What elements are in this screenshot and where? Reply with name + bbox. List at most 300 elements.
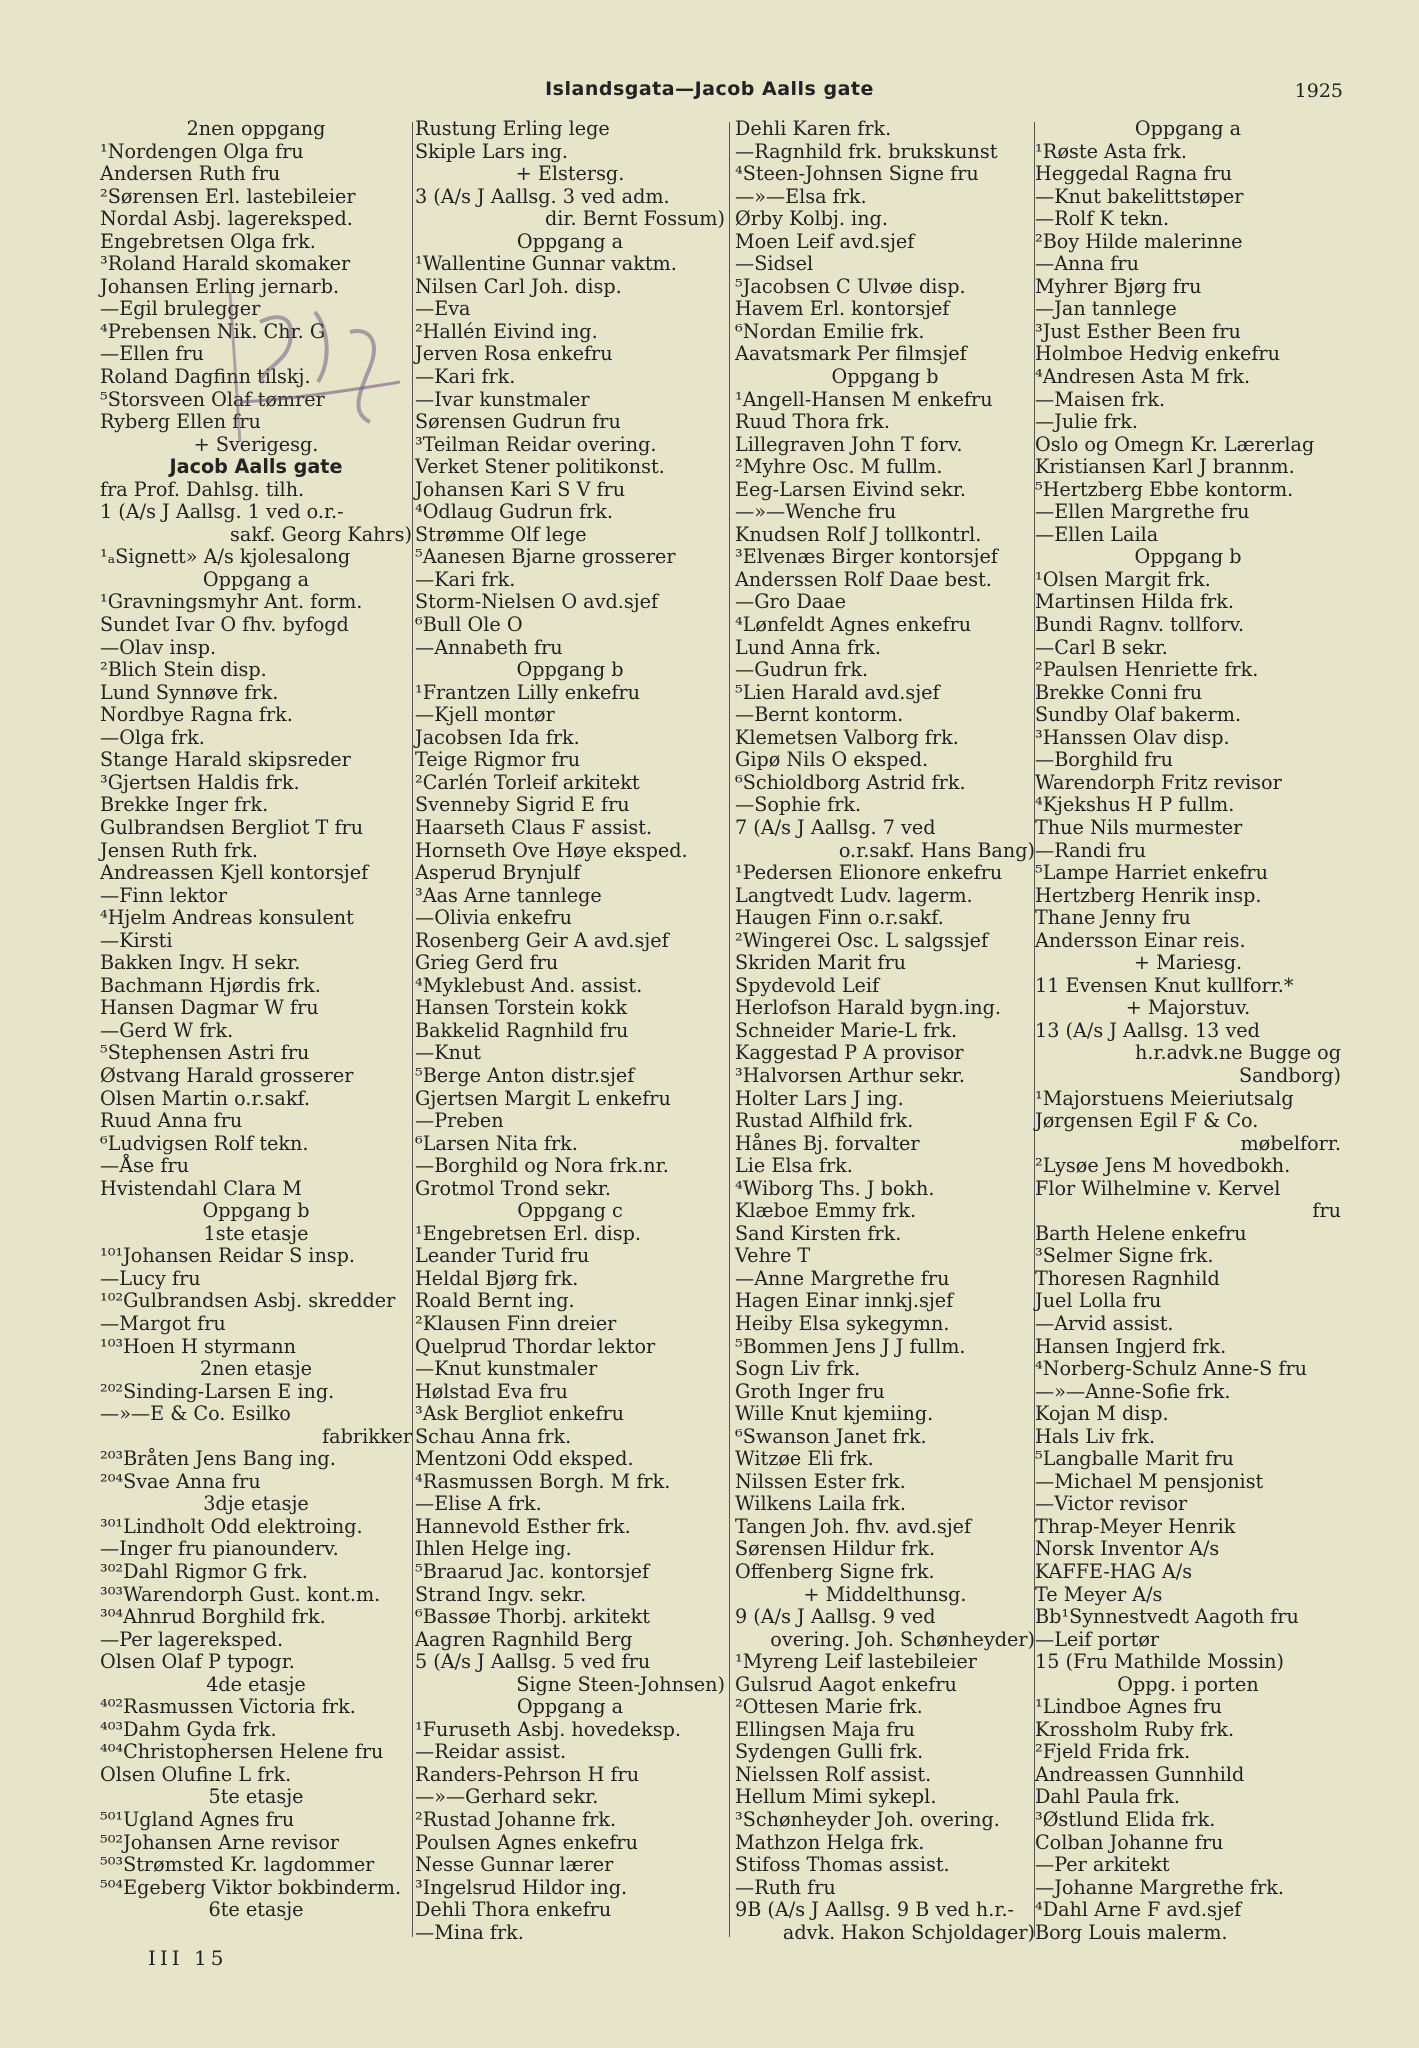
directory-line: ⁵Berge Anton distr.sjef [415,1063,635,1087]
directory-line: Sundby Olaf bakerm. [1035,703,1242,727]
directory-line: Jørgensen Egil F & Co. [1035,1109,1259,1133]
directory-line: Heiby Elsa sykegymn. [735,1311,950,1335]
directory-line: Andersen Ruth fru [100,162,281,186]
directory-line: ⁴Dahl Arne F avd.sjef [1035,1898,1242,1922]
directory-line: + Majorstuv. [1125,996,1251,1020]
directory-line: ¹⁰¹Johansen Reidar S insp. [100,1244,356,1268]
directory-line: 2nen etasje [199,1357,313,1381]
directory-line: overing. Joh. Schønheyder) [770,1627,1035,1651]
directory-line: Randers-Pehrson H fru [415,1762,640,1786]
directory-line: 15 (Fru Mathilde Mossin) [1035,1650,1284,1674]
directory-line: Klæboe Emmy frk. [735,1199,917,1223]
directory-line: Hals Liv frk. [1035,1424,1156,1448]
directory-line: Flor Wilhelmine v. Kervel [1035,1176,1281,1200]
directory-line: Moen Leif avd.sjef [735,229,915,253]
directory-line: —Borghild fru [1035,748,1173,772]
directory-line: Groth Inger fru [735,1379,885,1403]
directory-line: Oppgang a [1134,117,1242,140]
directory-line: Hagen Einar innkj.sjef [735,1289,954,1313]
directory-line: Heldal Bjørg frk. [415,1266,579,1290]
directory-line: —Olivia enkefru [415,906,573,930]
directory-line: ¹Majorstuens Meieriutsalg [1035,1086,1294,1110]
directory-line: ³Halvorsen Arthur sekr. [735,1063,965,1087]
directory-line: Aavatsmark Per filmsjef [735,342,967,366]
directory-line: ²Ottesen Marie frk. [735,1695,923,1719]
directory-line: ²Blich Stein disp. [100,658,267,682]
directory-line: Olsen Martin o.r.sakf. [100,1086,310,1110]
directory-line: ²Rustad Johanne frk. [415,1808,617,1832]
directory-line: Nordbye Ragna frk. [100,703,293,727]
directory-line: ⁴Odlaug Gudrun frk. [415,500,613,524]
directory-line: Gipø Nils O eksped. [735,748,929,772]
page-title: Islandsgata—Jacob Aalls gate [545,78,874,100]
directory-line: Hornseth Ove Høye eksped. [415,838,688,862]
directory-line: —Gro Daae [735,590,846,614]
directory-line: Langtvedt Ludv. lagerm. [735,883,973,907]
directory-line: ³Ingelsrud Hildor ing. [415,1875,628,1899]
directory-line: —Lucy fru [100,1266,201,1290]
directory-line: Thue Nils murmester [1035,815,1243,839]
directory-line: ⁵Storsveen Olaf tømrer [100,387,325,411]
directory-line: Kaggestad P A provisor [735,1041,964,1065]
directory-line: Oppgang a [516,1695,624,1719]
directory-line: Anderssen Rolf Daae best. [735,567,992,591]
directory-line: —Finn lektor [100,883,228,907]
directory-line: Eeg-Larsen Eivind sekr. [735,477,966,501]
directory-line: Sydengen Gulli frk. [735,1740,924,1764]
directory-line: —Gudrun frk. [735,658,869,682]
directory-line: Spydevold Leif [735,973,880,997]
directory-line: Mentzoni Odd eksped. [415,1447,634,1471]
directory-line: Oppgang a [516,229,624,253]
directory-line: Colban Johanne fru [1035,1830,1224,1854]
directory-line: ⁴⁰³Dahm Gyda frk. [100,1717,277,1741]
directory-line: Roland Dagfinn tilskj. [100,365,311,389]
directory-line: ³Ask Bergliot enkefru [415,1402,624,1426]
directory-line: ²Carlén Torleif arkitekt [415,770,640,794]
directory-line: Gjertsen Margit L enkefru [415,1086,671,1110]
directory-line: + Sverigesg. [193,432,319,456]
directory-line: + Mariesg. [1133,951,1243,975]
directory-line: Dahl Paula frk. [1035,1785,1180,1809]
directory-line: Kojan M disp. [1035,1402,1169,1426]
directory-line: ⁵⁰³Strømsted Kr. lagdommer [100,1853,375,1877]
directory-line: + Elstersg. [515,162,625,186]
directory-line: 1 (A/s J Aallsg. 1 ved o.r.- [100,500,344,524]
directory-line: Nielssen Rolf assist. [735,1762,932,1786]
directory-line: —Carl B sekr. [1035,635,1168,659]
directory-line: Hansen Torstein kokk [415,996,628,1020]
directory-line: Hertzberg Henrik insp. [1035,883,1262,907]
directory-line: advk. Hakon Schjoldager) [782,1920,1035,1944]
directory-line: Schau Anna frk. [415,1424,572,1448]
column-2 [415,118,725,1944]
directory-line: Andreassen Gunnhild [1035,1762,1245,1786]
directory-line: ⁶Ludvigsen Rolf tekn. [100,1131,309,1155]
directory-line: ³Teilman Reidar overing. [415,432,657,456]
directory-line: 13 (A/s J Aallsg. 13 ved [1035,1018,1260,1042]
directory-line: Oppgang b [516,658,624,682]
directory-line: ¹ₐSignett» A/s kjolesalong [100,545,351,569]
directory-line: Olsen Olaf P typogr. [100,1650,295,1674]
directory-line: ³Selmer Signe frk. [1035,1244,1214,1268]
directory-line: Jacobsen Ida frk. [415,725,580,749]
directory-line: dir. Bernt Fossum) [544,207,725,231]
directory-line: Tangen Joh. fhv. avd.sjef [735,1514,972,1538]
directory-line: Andersson Einar reis. [1035,928,1246,952]
directory-line: ³Østlund Elida frk. [1035,1808,1216,1832]
directory-line: ⁵Lampe Harriet enkefru [1035,861,1268,885]
directory-line: Roald Bernt ing. [415,1289,575,1313]
directory-line: o.r.sakf. Hans Bang) [838,838,1035,862]
directory-line: ⁶Swanson Janet frk. [735,1424,927,1448]
directory-line: ⁵Braarud Jac. kontorsjef [415,1560,650,1583]
directory-line: ⁵Stephensen Astri fru [100,1041,310,1065]
directory-line: ¹Angell-Hansen M enkefru [735,387,993,411]
directory-line: —Gerd W frk. [100,1018,234,1042]
directory-line: ²Klausen Finn dreier [415,1311,617,1335]
directory-line: ³Aas Arne tannlege [415,883,602,907]
directory-line: Grieg Gerd fru [415,951,559,975]
directory-line: Dehli Karen frk. [735,117,892,140]
directory-line: Gulsrud Aagot enkefru [735,1672,957,1696]
directory-line: —Ellen fru [100,342,204,366]
directory-line: ³Schønheyder Joh. overing. [735,1808,1000,1832]
directory-line: Ruud Anna fru [100,1109,243,1133]
directory-line: —Egil brulegger [100,297,261,321]
directory-line: ¹Frantzen Lilly enkefru [415,680,641,704]
directory-line: ⁶Nordan Emilie frk. [735,319,925,343]
directory-line: ¹Myreng Leif lastebileier [735,1650,977,1674]
directory-line: —Eva [415,297,471,321]
directory-line: —Randi fru [1035,838,1147,862]
directory-line: Thane Jenny fru [1035,906,1191,930]
directory-line: —Sidsel [735,252,814,276]
directory-line: —Olga frk. [100,725,205,749]
directory-line: —Anna fru [1035,252,1139,276]
directory-line: Havem Erl. kontorsjef [735,297,950,321]
directory-line: —Arvid assist. [1035,1311,1174,1335]
directory-line: Oppgang c [517,1199,623,1223]
directory-line: Wilkens Laila frk. [735,1492,906,1516]
directory-line: + Middelthunsg. [803,1582,967,1606]
directory-line: ²Myhre Osc. M fullm. [735,455,943,479]
directory-line: Asperud Brynjulf [415,861,581,885]
directory-line: Ørby Kolbj. ing. [735,207,888,231]
directory-line: ³Just Esther Been fru [1035,319,1241,343]
directory-line: ³Roland Harald skomaker [100,252,351,276]
directory-line: Ruud Thora frk. [735,410,890,434]
directory-line: Gulbrandsen Bergliot T fru [100,815,364,839]
directory-line: Haugen Finn o.r.sakf. [735,906,944,930]
directory-line: fra Prof. Dahlsg. tilh. [100,477,305,501]
directory-line: 3dje etasje [203,1492,309,1516]
directory-line: Aagren Ragnhild Berg [415,1627,633,1651]
directory-line: Sand Kirsten frk. [735,1221,902,1245]
directory-line: ⁵Lien Harald avd.sjef [735,680,940,704]
directory-line: —Per arkitekt [1035,1853,1170,1877]
directory-line: —Bernt kontorm. [735,703,904,727]
directory-line: ¹Nordengen Olga fru [100,139,304,163]
directory-line: ²Boy Hilde malerinne [1035,229,1243,253]
directory-line: Herlofson Harald bygn.ing. [735,996,1001,1020]
directory-line: —Kari frk. [415,567,516,591]
directory-line: Oppgang b [1134,545,1242,569]
directory-line: Witzøe Eli frk. [735,1447,874,1471]
directory-line: Oppgang b [202,1199,310,1223]
directory-line: Jacob Aalls gate [169,455,343,479]
directory-line: ⁴Lønfeldt Agnes enkefru [735,613,972,637]
directory-line: Hvistendahl Clara M [100,1176,302,1200]
directory-line: ⁴Prebensen Nik. Chr. G [100,319,326,343]
directory-line: Stange Harald skipsreder [100,748,351,772]
directory-line: ¹Pedersen Elionore enkefru [735,861,1003,885]
column-3 [735,118,1035,1944]
directory-line: ⁴Hjelm Andreas konsulent [100,906,354,930]
directory-line: Nilsen Carl Joh. disp. [415,274,622,298]
directory-line: ⁴Myklebust And. assist. [415,973,643,997]
directory-line: —Mina frk. [415,1920,524,1944]
directory-line: 1ste etasje [203,1221,309,1245]
directory-line: Hellum Mimi sykepl. [735,1785,937,1809]
column-4 [1035,118,1341,1944]
directory-line: Bakken Ingv. H sekr. [100,951,301,975]
directory-line: Sørensen Hildur frk. [735,1537,936,1561]
directory-line: 11 Evensen Knut kullforr.* [1035,973,1294,997]
directory-line: Haarseth Claus F assist. [415,815,653,839]
directory-line: Offenberg Signe frk. [735,1560,935,1583]
directory-line: ⁵⁰¹Ugland Agnes fru [100,1808,295,1832]
directory-line: —Knut kunstmaler [415,1357,598,1381]
directory-line: ⁵Aanesen Bjarne grosserer [415,545,676,569]
directory-line: —Knut [415,1041,481,1065]
directory-line: fru [1312,1199,1341,1223]
directory-line: ¹Olsen Margit frk. [1035,567,1211,591]
directory-line: ⁴Steen-Johnsen Signe fru [735,162,979,186]
directory-line: ¹Furuseth Asbj. hovedeksp. [415,1717,681,1741]
directory-line: Hånes Bj. forvalter [735,1131,920,1155]
directory-line: —Knut bakelittstøper [1035,184,1244,208]
directory-line: —Margot fru [100,1311,226,1335]
directory-line: Sogn Liv frk. [735,1357,861,1381]
directory-line: ⁵⁰²Johansen Arne revisor [100,1830,340,1854]
column-divider [412,122,413,1937]
directory-line: ⁵⁰⁴Egeberg Viktor bokbinderm. [100,1875,402,1899]
directory-line: fabrikker [322,1424,412,1448]
directory-line: Ihlen Helge ing. [415,1537,572,1561]
directory-line: Ryberg Ellen fru [100,410,261,434]
directory-line: ²Sørensen Erl. lastebileier [100,184,356,208]
directory-line: 3 (A/s J Aallsg. 3 ved adm. [415,184,670,208]
directory-line: ⁵Jacobsen C Ulvøe disp. [735,274,966,298]
directory-line: Grotmol Trond sekr. [415,1176,611,1200]
directory-line: h.r.advk.ne Bugge og [1134,1041,1341,1065]
directory-line: Ellingsen Maja fru [735,1717,915,1741]
directory-line: ⁴Norberg-Schulz Anne-S fru [1035,1357,1308,1381]
directory-line: møbelforr. [1240,1131,1341,1155]
directory-line: Nordal Asbj. lagereksped. [100,207,353,231]
directory-line: —Maisen frk. [1035,387,1166,411]
directory-line: Martinsen Hilda frk. [1035,590,1234,614]
directory-line: Borg Louis malerm. [1035,1920,1228,1944]
directory-line: ⁶Bull Ole O [415,613,523,637]
directory-line: 5 (A/s J Aallsg. 5 ved fru [415,1650,651,1674]
directory-line: Holter Lars J ing. [735,1086,904,1110]
directory-line: ²⁰³Bråten Jens Bang ing. [100,1447,336,1471]
directory-line: Engebretsen Olga frk. [100,229,316,253]
directory-line: Leander Turid fru [415,1244,590,1268]
directory-line: —»—Elsa frk. [735,184,867,208]
directory-line: Oppg. i porten [1117,1672,1259,1696]
directory-line: Bundi Ragnv. tollforv. [1035,613,1245,637]
column-divider [729,122,730,1937]
directory-line: —Michael M pensjonist [1035,1469,1264,1493]
directory-line: 6te etasje [208,1898,304,1922]
directory-line: ⁴Andresen Asta M frk. [1035,365,1251,389]
directory-line: Te Meyer A/s [1035,1582,1163,1606]
directory-line: Klemetsen Valborg frk. [735,725,959,749]
directory-line: —Johanne Margrethe frk. [1035,1875,1284,1899]
directory-line: Thrap-Meyer Henrik [1035,1514,1236,1538]
directory-line: Warendorph Fritz revisor [1035,770,1282,794]
directory-line: ¹Gravningsmyhr Ant. form. [100,590,363,614]
directory-line: ²Lysøe Jens M hovedbokh. [1035,1154,1291,1178]
directory-line: Johansen Kari S V fru [415,477,626,501]
directory-line: —Anne Margrethe fru [735,1266,950,1290]
directory-line: ⁶Larsen Nita frk. [415,1131,578,1155]
directory-line: 9B (A/s J Aallsg. 9 B ved h.r.- [735,1898,1015,1922]
directory-line: Signe Steen-Johnsen) [516,1672,725,1696]
directory-line: sakf. Georg Kahrs) [230,522,412,546]
directory-line: Strømme Olf lege [415,522,587,546]
page-year: 1925 [1294,80,1343,102]
directory-line: 7 (A/s J Aallsg. 7 ved [735,815,936,839]
directory-line: Storm-Nielsen O avd.sjef [415,590,659,614]
directory-line: ¹Wallentine Gunnar vaktm. [415,252,677,276]
directory-line: Barth Helene enkefru [1035,1221,1247,1245]
directory-line: —Ivar kunstmaler [415,387,590,411]
directory-line: Oppgang b [831,365,939,389]
directory-line: Hansen Dagmar W fru [100,996,319,1020]
directory-line: Teige Rigmor fru [415,748,581,772]
directory-line: Svenneby Sigrid E fru [415,793,630,817]
directory-line: Bb¹Synnestvedt Aagoth fru [1035,1605,1299,1629]
directory-line: —Ellen Laila [1035,522,1159,546]
directory-line: ⁴⁰²Rasmussen Victoria frk. [100,1695,356,1719]
directory-line: Hannevold Esther frk. [415,1514,631,1538]
directory-line: Stifoss Thomas assist. [735,1853,950,1877]
directory-line: Oslo og Omegn Kr. Lærerlag [1035,432,1315,456]
directory-line: Norsk Inventor A/s [1035,1537,1220,1561]
directory-line: ⁴Wiborg Ths. J bokh. [735,1176,935,1200]
directory-line: Kristiansen Karl J brannm. [1035,455,1295,479]
directory-line: ²Wingerei Osc. L salgssjef [735,928,989,952]
directory-line: Krossholm Ruby frk. [1035,1717,1235,1741]
directory-line: Olsen Olufine L frk. [100,1762,292,1786]
directory-line: —Åse fru [100,1154,189,1178]
directory-line: Nesse Gunnar lærer [415,1853,614,1877]
directory-line: —Elise A frk. [415,1492,542,1516]
directory-line: Oppgang a [202,567,310,591]
directory-line: Sandborg) [1239,1063,1341,1087]
directory-line: Bachmann Hjørdis frk. [100,973,321,997]
directory-line: ¹Røste Asta frk. [1035,139,1188,163]
directory-line: KAFFE-HAG A/s [1035,1560,1193,1583]
directory-line: Wille Knut kjemiing. [735,1402,934,1426]
directory-line: 5te etasje [208,1785,304,1809]
directory-line: Østvang Harald grosserer [100,1063,354,1087]
directory-line: ⁶Bassøe Thorbj. arkitekt [415,1605,651,1629]
directory-line: Poulsen Agnes enkefru [415,1830,638,1854]
directory-line: Jensen Ruth frk. [100,838,259,862]
directory-line: —Rolf K tekn. [1035,207,1170,231]
directory-line: —Ruth fru [735,1875,836,1899]
directory-line: Dehli Thora enkefru [415,1898,612,1922]
directory-line: —Kari frk. [415,365,516,389]
directory-line: Vehre T [735,1244,811,1268]
directory-line: Brekke Conni fru [1035,680,1203,704]
directory-line: —Leif portør [1035,1627,1160,1651]
directory-line: ¹Engebretsen Erl. disp. [415,1221,642,1245]
directory-line: ²Hallén Eivind ing. [415,319,598,343]
directory-line: —Inger fru pianounderv. [100,1537,339,1561]
directory-line: —Kirsti [100,928,173,952]
directory-line: Hølstad Eva fru [415,1379,568,1403]
directory-line: Nilssen Ester frk. [735,1469,906,1493]
directory-line: ²⁰⁴Svae Anna fru [100,1469,261,1493]
directory-line: ³⁰¹Lindholt Odd elektroing. [100,1514,363,1538]
directory-line: Lund Synnøve frk. [100,680,279,704]
directory-line: —»—Gerhard sekr. [415,1785,599,1809]
directory-line: —Jan tannlege [1035,297,1177,321]
directory-line: —Preben [415,1109,504,1133]
directory-line: —Ragnhild frk. brukskunst [735,139,998,163]
directory-line: Skriden Marit fru [735,951,907,975]
directory-line: Knudsen Rolf J tollkontrl. [735,522,982,546]
directory-line: Strand Ingv. sekr. [415,1582,587,1606]
directory-line: ²Fjeld Frida frk. [1035,1740,1191,1764]
directory-line: —Ellen Margrethe fru [1035,500,1250,524]
directory-line: Heggedal Ragna fru [1035,162,1233,186]
directory-line: ³Gjertsen Haldis frk. [100,770,300,794]
directory-line: 2nen oppgang [186,117,326,140]
directory-line: ²⁰²Sinding-Larsen E ing. [100,1379,335,1403]
directory-line: Schneider Marie-L frk. [735,1018,958,1042]
directory-line: 4de etasje [206,1672,306,1696]
directory-line: —Victor revisor [1035,1492,1188,1516]
directory-line: Verket Stener politikonst. [415,455,665,479]
directory-line: Rustung Erling lege [415,117,610,140]
directory-line: Lie Elsa frk. [735,1154,853,1178]
directory-line: Lund Anna frk. [735,635,881,659]
page-footer-label: III 15 [148,1946,228,1970]
directory-line: ⁶Schioldborg Astrid frk. [735,770,966,794]
directory-line: —»—E & Co. Esilko [100,1402,291,1426]
directory-line: Sørensen Gudrun fru [415,410,621,434]
directory-line: Brekke Inger frk. [100,793,269,817]
handwritten-pencil-mark [220,272,410,462]
directory-line: Juel Lolla fru [1035,1289,1162,1313]
directory-line: ³Elvenæs Birger kontorsjef [735,545,998,569]
directory-line: ¹Lindboe Agnes fru [1035,1695,1222,1719]
directory-line: ⁵Bommen Jens J J fullm. [735,1334,966,1358]
directory-line: Lillegraven John T forv. [735,432,963,456]
directory-line: —Annabeth fru [415,635,563,659]
directory-line: —Per lagereksped. [100,1627,284,1651]
directory-line: Bakkelid Ragnhild fru [415,1018,629,1042]
directory-line: —»—Wenche fru [735,500,897,524]
directory-line: 9 (A/s J Aallsg. 9 ved [735,1605,936,1629]
